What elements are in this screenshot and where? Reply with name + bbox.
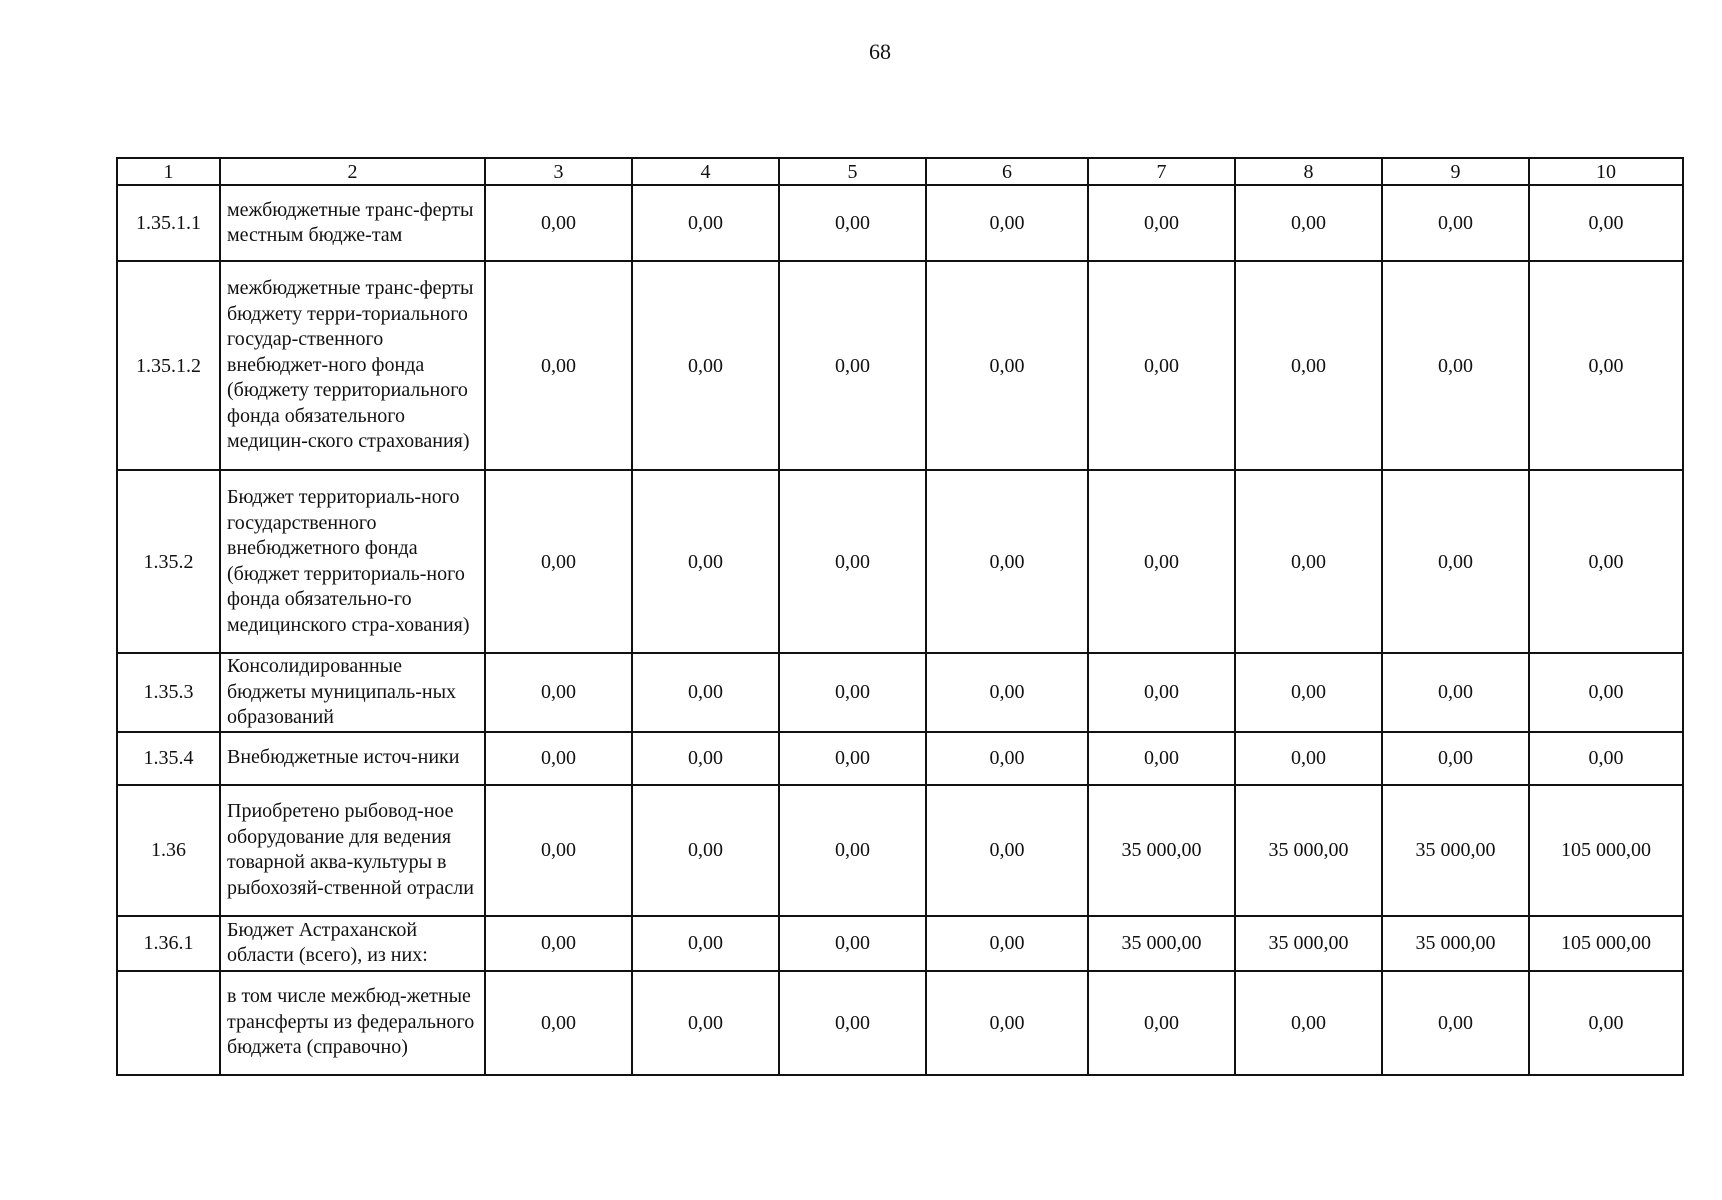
row-value: 0,00 <box>1382 653 1529 732</box>
row-code <box>117 971 220 1075</box>
row-value: 0,00 <box>485 261 632 470</box>
row-name: межбюджетные транс-ферты местным бюдже-там <box>220 185 485 261</box>
row-value: 35 000,00 <box>1382 916 1529 971</box>
row-code: 1.36.1 <box>117 916 220 971</box>
row-value: 0,00 <box>485 916 632 971</box>
table-row <box>117 785 1683 916</box>
row-value: 0,00 <box>1529 470 1683 653</box>
row-value: 0,00 <box>485 470 632 653</box>
row-value: 35 000,00 <box>1235 916 1382 971</box>
row-value: 0,00 <box>1529 653 1683 732</box>
row-value: 0,00 <box>926 971 1088 1075</box>
column-header: 5 <box>779 158 926 185</box>
row-code: 1.35.3 <box>117 653 220 732</box>
row-value: 0,00 <box>926 261 1088 470</box>
row-value: 0,00 <box>632 971 779 1075</box>
row-value: 0,00 <box>632 470 779 653</box>
row-value: 0,00 <box>485 971 632 1075</box>
row-code: 1.35.2 <box>117 470 220 653</box>
row-value: 0,00 <box>1235 185 1382 261</box>
table-row <box>117 732 1683 785</box>
column-header: 3 <box>485 158 632 185</box>
row-value: 0,00 <box>926 785 1088 916</box>
table-row <box>117 261 1683 470</box>
row-value: 0,00 <box>485 653 632 732</box>
row-value: 0,00 <box>926 653 1088 732</box>
page-number: 68 <box>869 39 891 64</box>
row-value: 0,00 <box>1235 261 1382 470</box>
row-value: 0,00 <box>1088 732 1235 785</box>
row-value: 35 000,00 <box>1235 785 1382 916</box>
column-header: 4 <box>632 158 779 185</box>
column-header: 10 <box>1529 158 1683 185</box>
row-name: в том числе межбюд-жетные трансферты из федерального бюджета (справочно) <box>220 971 485 1075</box>
table-row <box>117 916 1683 971</box>
row-value: 35 000,00 <box>1088 785 1235 916</box>
row-value: 0,00 <box>632 261 779 470</box>
row-value: 0,00 <box>632 916 779 971</box>
row-value: 0,00 <box>485 785 632 916</box>
row-value: 0,00 <box>1382 732 1529 785</box>
column-header: 9 <box>1382 158 1529 185</box>
row-value: 0,00 <box>1235 971 1382 1075</box>
row-value: 0,00 <box>926 732 1088 785</box>
row-value: 0,00 <box>1382 470 1529 653</box>
row-name: Консолидированные бюджеты муниципаль-ных образований <box>220 653 485 732</box>
row-value: 0,00 <box>1088 653 1235 732</box>
row-value: 0,00 <box>1088 470 1235 653</box>
table-row <box>117 470 1683 653</box>
row-value: 105 000,00 <box>1529 785 1683 916</box>
row-name: Приобретено рыбовод-ное оборудование для ведения товарной аква-культуры в рыбохозяй-ственной отрасли <box>220 785 485 916</box>
column-header: 7 <box>1088 158 1235 185</box>
row-value: 0,00 <box>779 261 926 470</box>
row-value: 0,00 <box>1382 971 1529 1075</box>
row-value: 0,00 <box>1235 653 1382 732</box>
row-value: 0,00 <box>779 470 926 653</box>
row-name: Внебюджетные источ-ники <box>220 732 485 785</box>
table-header-row <box>117 158 1683 185</box>
column-header: 1 <box>117 158 220 185</box>
row-value: 0,00 <box>779 971 926 1075</box>
row-value: 0,00 <box>779 785 926 916</box>
row-value: 0,00 <box>926 470 1088 653</box>
row-value: 0,00 <box>1529 185 1683 261</box>
row-value: 0,00 <box>1235 732 1382 785</box>
row-code: 1.35.1.1 <box>117 185 220 261</box>
row-value: 0,00 <box>1088 185 1235 261</box>
row-value: 0,00 <box>1088 971 1235 1075</box>
column-header: 8 <box>1235 158 1382 185</box>
row-code: 1.36 <box>117 785 220 916</box>
row-value: 0,00 <box>485 732 632 785</box>
row-value: 0,00 <box>1529 261 1683 470</box>
row-name: межбюджетные транс-ферты бюджету терри-ториального государ-ственного внебюджет-ного фонда (бюджету территориального фонда обязательного медицин-ского страхования) <box>220 261 485 470</box>
row-value: 0,00 <box>1529 732 1683 785</box>
table-row <box>117 653 1683 732</box>
table-row <box>117 185 1683 261</box>
table-row <box>117 971 1683 1075</box>
row-code: 1.35.1.2 <box>117 261 220 470</box>
row-value: 0,00 <box>926 916 1088 971</box>
row-value: 0,00 <box>632 653 779 732</box>
row-name: Бюджет Астраханской области (всего), из них: <box>220 916 485 971</box>
row-value: 0,00 <box>779 916 926 971</box>
row-value: 35 000,00 <box>1088 916 1235 971</box>
row-value: 0,00 <box>485 185 632 261</box>
row-value: 0,00 <box>1088 261 1235 470</box>
column-header: 6 <box>926 158 1088 185</box>
column-header: 2 <box>220 158 485 185</box>
row-value: 0,00 <box>1235 470 1382 653</box>
row-value: 0,00 <box>926 185 1088 261</box>
row-value: 0,00 <box>632 732 779 785</box>
row-value: 0,00 <box>1529 971 1683 1075</box>
row-value: 0,00 <box>1382 261 1529 470</box>
budget-table <box>116 157 1684 1076</box>
row-value: 0,00 <box>779 732 926 785</box>
row-value: 35 000,00 <box>1382 785 1529 916</box>
row-name: Бюджет территориаль-ного государственного внебюджетного фонда (бюджет территориаль-ного фонда обязательно-го медицинского стра-хования) <box>220 470 485 653</box>
row-value: 0,00 <box>632 185 779 261</box>
row-code: 1.35.4 <box>117 732 220 785</box>
row-value: 0,00 <box>632 785 779 916</box>
row-value: 0,00 <box>1382 185 1529 261</box>
row-value: 105 000,00 <box>1529 916 1683 971</box>
row-value: 0,00 <box>779 185 926 261</box>
row-value: 0,00 <box>779 653 926 732</box>
